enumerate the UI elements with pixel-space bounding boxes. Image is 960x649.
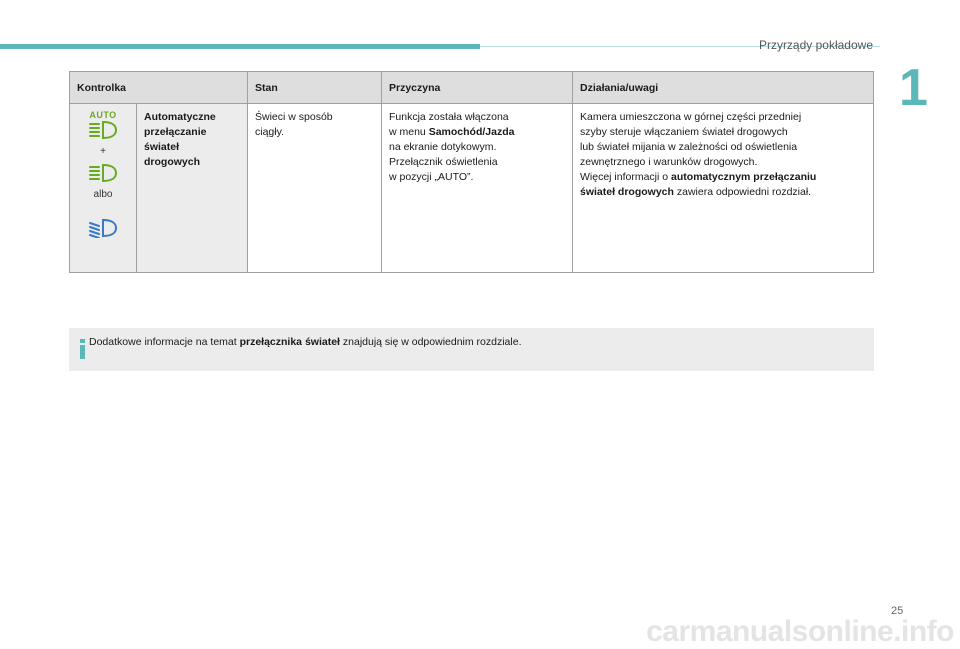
table-row: [70, 104, 874, 273]
przyczyna-cell: [382, 104, 573, 273]
name-line: przełączanie: [144, 126, 207, 138]
uwagi-line: zewnętrznego i warunków drogowych.: [580, 156, 758, 168]
page-number: 25: [891, 605, 904, 617]
info-text: [89, 336, 521, 348]
stan-line: Świeci w sposób: [255, 111, 333, 123]
uwagi-bold: świateł drogowych: [580, 186, 674, 198]
przyczyna-line: Funkcja została włączona: [389, 111, 509, 123]
info-box: [69, 328, 874, 371]
table-header-row: [70, 72, 874, 104]
stan-cell: [248, 104, 382, 273]
function-name-cell: [137, 104, 248, 273]
uwagi-line: [580, 170, 866, 185]
info-pre: Dodatkowe informacje na temat: [89, 336, 240, 348]
high-beam-green-icon: [88, 163, 118, 183]
info-post: znajdują się w odpowiednim rozdziale.: [339, 336, 522, 348]
icon-cell: [70, 104, 137, 273]
header-stan: Stan: [248, 72, 382, 104]
name-line: świateł: [144, 141, 180, 153]
chapter-number: 1: [899, 59, 928, 117]
uwagi-text: Więcej informacji o: [580, 171, 672, 183]
auto-label: AUTO: [89, 110, 117, 120]
warning-lights-table: [69, 71, 874, 273]
uwagi-bold: automatycznym przełączaniu: [671, 171, 817, 183]
info-icon: [79, 339, 86, 359]
uwagi-line: lub świateł mijania w zależności od oświetlenia: [580, 141, 798, 153]
header-przyczyna: Przyczyna: [382, 72, 573, 104]
przyczyna-text: w menu: [389, 126, 429, 138]
name-line: drogowych: [144, 156, 201, 168]
przyczyna-line: w pozycji „AUTO”.: [389, 171, 474, 183]
albo-separator: albo: [93, 189, 113, 200]
menu-path: Samochód/Jazda: [428, 126, 515, 138]
header-dzialania: Działania/uwagi: [573, 72, 874, 104]
header-accent-bar: [0, 44, 480, 49]
section-title: Przyrządy pokładowe: [758, 38, 873, 52]
watermark: carmanualsonline.info: [646, 615, 954, 648]
header-kontrolka: Kontrolka: [70, 72, 248, 104]
uwagi-line: szyby steruje włączaniem świateł drogowych: [580, 126, 788, 138]
uwagi-text: zawiera odpowiedni rozdział.: [673, 186, 812, 198]
auto-high-beam-green-icon: [88, 120, 118, 140]
uwagi-line: [580, 185, 866, 200]
uwagi-line: Kamera umieszczona w górnej części przedniej: [580, 111, 802, 123]
low-beam-blue-icon: [88, 218, 118, 238]
name-line: Automatyczne: [144, 111, 216, 123]
przyczyna-line: na ekranie dotykowym.: [389, 141, 497, 153]
info-bold: przełącznika świateł: [239, 336, 340, 348]
przyczyna-line: Przełącznik oświetlenia: [389, 156, 498, 168]
stan-line: ciągły.: [255, 126, 284, 138]
uwagi-cell: [573, 104, 874, 273]
plus-separator: +: [100, 146, 106, 157]
przyczyna-line: [389, 125, 565, 140]
